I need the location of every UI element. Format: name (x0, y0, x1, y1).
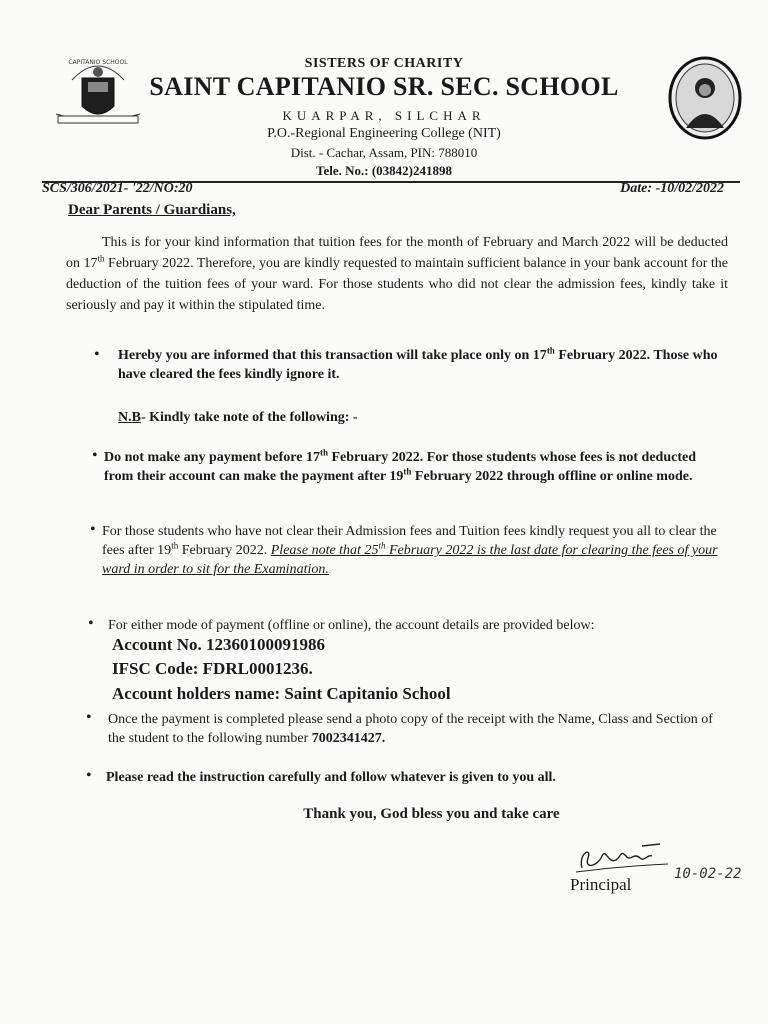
bullet-icon: • (94, 346, 100, 363)
closing-line: Thank you, God bless you and take care (303, 806, 560, 822)
district-address: Dist. - Cachar, Assam, PIN: 788010 (290, 145, 478, 160)
bullet-icon: • (90, 521, 96, 538)
nb-note: N.B- Kindly take note of the following: - (118, 410, 358, 425)
org-name: SISTERS OF CHARITY (304, 56, 464, 71)
account-details-intro: For either mode of payment (offline or online), the account details are provided below: (108, 618, 595, 633)
bullet-icon: • (86, 709, 92, 726)
school-location: KUARPAR, SILCHAR (282, 108, 486, 123)
principal-signature-icon (572, 840, 682, 878)
ifsc-code: IFSC Code: FDRL0001236. (112, 659, 313, 678)
bullet-icon: • (88, 615, 94, 632)
intro-paragraph: This is for your kind information that tuition fees for the month of February and March 2022 will be deducted on 17th February 2022. Therefore, you are kindly requested to maintain sufficient balance in your bank account for the deduction of the tuition fees of your ward. For those students who did not clear the admission fees, kindly take it seriously and pay it within the stipulated time. (66, 235, 729, 313)
principal-title: Principal (570, 875, 632, 894)
account-number: Account No. 12360100091986 (112, 635, 325, 654)
crest-motto: CAPITANIO SCHOOL (68, 59, 128, 66)
receipt-instruction: Once the payment is completed please send a photo copy of the receipt with the Name, Class and Section of the student to the following number 7002341427. (108, 712, 713, 746)
account-holder: Account holders name: Saint Capitanio School (112, 684, 451, 703)
transaction-notice: Hereby you are informed that this transaction will take place only on 17th February 2022. Those who have cleared the fees kindly ignore it. (118, 345, 718, 382)
salutation: Dear Parents / Guardians, (68, 202, 236, 218)
signed-date: 10-02-22 (674, 866, 742, 882)
letter-date: Date: -10/02/2022 (620, 181, 724, 196)
reference-number: SCS/306/2021- '22/NO:20 (42, 181, 193, 196)
telephone: Tele. No.: (03842)241898 (315, 163, 452, 178)
admission-fees-notice: For those students who have not clear their Admission fees and Tuition fees kindly request you all to clear the fees after 19th February 2022. Please note that 25th February 2022 is the last date for clearing the fees of your ward in order to sit for the Examination. (102, 524, 718, 577)
school-name: SAINT CAPITANIO SR. SEC. SCHOOL (149, 72, 619, 101)
bullet-icon: • (86, 767, 92, 784)
read-instructions: Please read the instruction carefully and follow whatever is given to you all. (106, 770, 556, 785)
payment-timing-notice: Do not make any payment before 17th February 2022. For those students whose fees is not deducted from their account can make the payment after 19th February 2022 through offline or online mode. (104, 447, 696, 484)
post-office: P.O.-Regional Engineering College (NIT) (267, 126, 501, 141)
bullet-icon: • (92, 447, 98, 464)
